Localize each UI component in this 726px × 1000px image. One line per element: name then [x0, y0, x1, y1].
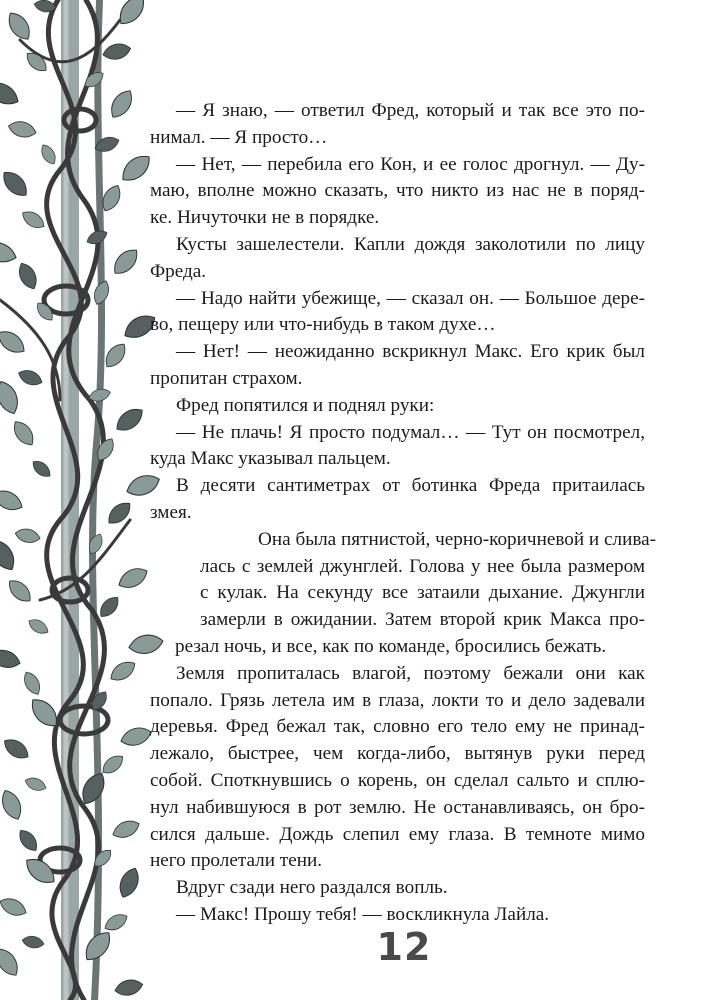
text-line: Фреда.: [150, 260, 207, 282]
text-line: змея.: [150, 501, 192, 523]
body-text: [150, 98, 657, 929]
text-line: Фред попятился и поднял руки:: [176, 394, 435, 416]
text-line: собой. Споткнувшись о корень, он сделал сальто и сплю-: [150, 769, 645, 791]
text-line: пропитан страхом.: [150, 367, 303, 389]
text-line: Кусты зашелестели. Капли дождя заколотили по лицу: [176, 233, 645, 255]
text-line: лежало, быстрее, чем когда-либо, вытянув руки перед: [150, 743, 645, 765]
text-line: с кулак. На секунду все затаили дыхание. Джунгли: [200, 582, 645, 604]
text-line: нул набившуюся в рот землю. Не останавливаясь, он бро-: [150, 796, 645, 818]
text-line: — Надо найти убежище, — сказал он. — Большое дере-: [176, 287, 645, 309]
text-line: деревья. Фред бежал так, словно его тело ему не принад-: [150, 716, 645, 738]
text-line: ке. Ничуточки не в порядке.: [150, 207, 380, 229]
text-line: сился дальше. Дождь слепил ему глаза. В темноте мимо: [150, 823, 645, 845]
text-line: куда Макс указывал пальцем.: [150, 448, 391, 470]
text-line: него пролетали тени.: [150, 850, 323, 872]
page-number: 12: [376, 925, 432, 969]
text-line: нимал. — Я просто…: [150, 126, 328, 148]
text-line: во, пещеру или что-нибудь в таком духе…: [150, 314, 496, 336]
text-line: резал ночь, и все, как по команде, бросились бежать.: [175, 635, 607, 657]
text-line: попало. Грязь летела им в глаза, локти то и дело задевали: [150, 689, 645, 711]
text-line: — Не плачь! Я просто подумал… — Тут он посмотрел,: [176, 421, 645, 443]
text-line: — Нет! — неожиданно вскрикнул Макс. Его крик был: [176, 341, 645, 363]
text-line: маю, вполне можно сказать, что никто из нас не в поряд-: [150, 180, 645, 202]
text-line: — Я знаю, — ответил Фред, который и так все это по-: [176, 100, 645, 121]
text-line: Вдруг сзади него раздался вопль.: [176, 877, 448, 899]
text-line: В десяти сантиметрах от ботинка Фреда притаилась: [176, 475, 645, 497]
text-line: замерли в ожидании. Затем второй крик Макса про-: [200, 609, 645, 631]
text-line: Она была пятнистой, черно-коричневой и слива-: [258, 528, 657, 550]
text-line: Земля пропиталась влагой, поэтому бежали они как: [176, 662, 645, 684]
vine-decoration: [0, 0, 175, 1000]
text-line: — Нет, — перебила его Кон, и ее голос дрогнул. — Ду-: [176, 153, 645, 175]
text-line: — Макс! Прошу тебя! — воскликнула Лайла.: [176, 903, 550, 925]
text-line: лась с землей джунглей. Голова у нее была размером: [200, 555, 645, 577]
